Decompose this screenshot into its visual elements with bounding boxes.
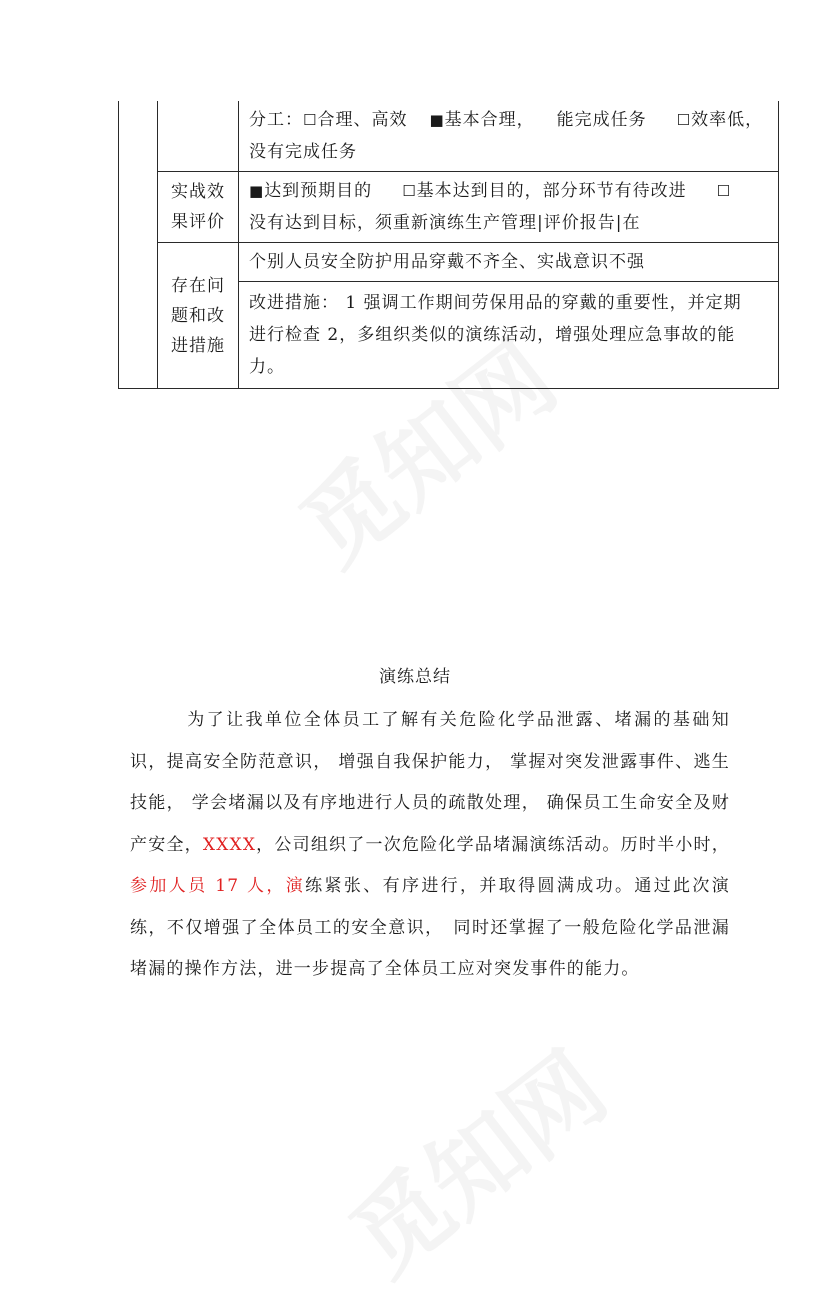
measures-line: 改进措施： 1 强调工作期间劳保用品的穿戴的重要性，并定期 — [249, 293, 742, 313]
checkbox-unchecked-icon: ☐ — [676, 111, 692, 129]
label-line: 进措施 — [171, 335, 225, 356]
division-cell — [239, 101, 779, 172]
checkbox-unchecked-icon: ☐ — [303, 111, 318, 129]
problem-cell: 个别人员安全防护用品穿戴不齐全、实战意识不强 — [239, 243, 779, 282]
label-line: 题和改 — [171, 305, 225, 326]
row-label-problems — [158, 243, 239, 389]
table-row-problem — [119, 243, 779, 282]
division-option-1: 合理、高效 — [317, 110, 408, 130]
effect-line-2: 没有达到目标，须重新演练生产管理|评价报告|在 — [249, 213, 641, 233]
measures-cell — [239, 282, 779, 389]
summary-text-part-3: 练紧张、有序进行，并取得圆满成功。通过此次演练，不仅增强了全体员工的安全意识， 同时还掌握了一般危险化学品泄漏堵漏的操作方法，进一步提高了全体员工应对突发事件的能力。 — [130, 876, 730, 979]
summary-title: 演练总结 — [379, 667, 451, 687]
division-line-1 — [249, 104, 768, 136]
index-column — [119, 101, 158, 389]
division-option-3: 效率低， — [691, 110, 764, 130]
division-line-2: 没有完成任务 — [249, 142, 357, 162]
effect-line-1 — [249, 175, 768, 207]
label-line: 果评价 — [171, 212, 225, 232]
measures-line: 进行检查 2，多组织类似的演练活动，增强处理应急事故的能 — [249, 325, 736, 345]
division-prefix: 分工： — [249, 110, 303, 130]
effect-option-2: 基本达到目的，部分环节有待改进 — [416, 181, 687, 201]
measures-line: 力。 — [249, 357, 285, 377]
checkbox-unchecked-icon: ☐ — [402, 182, 417, 200]
summary-text-part-1: 为了让我单位全体员工了解有关危险化学品泄露、堵漏的基础知识，提高安全防范意识， 增强自我保护能力， 掌握对突发泄露事件、逃生技能， 学会堵漏以及有序地进行人员的疏散处理， 确保员工生命安全及财产安全， — [130, 710, 730, 855]
effect-option-1: 达到预期目的 — [264, 181, 373, 201]
summary-paragraph — [130, 700, 730, 991]
checkbox-checked-icon: ■ — [249, 182, 265, 200]
table-row-division — [119, 101, 779, 172]
summary-date-placeholder: XXXX — [202, 834, 257, 855]
row-label-empty — [158, 101, 239, 172]
division-option-2-tail: 能完成任务 — [556, 110, 647, 130]
division-option-2: 基本合理， — [444, 110, 535, 130]
watermark — [318, 1016, 629, 1301]
table-row-effect — [119, 172, 779, 243]
effect-cell — [239, 172, 779, 243]
checkbox-checked-icon: ■ — [429, 111, 445, 129]
summary-participants: 参加人员 17 人，演 — [130, 876, 306, 896]
evaluation-table — [118, 101, 779, 389]
checkbox-unchecked-icon: ☐ — [716, 182, 732, 200]
label-line: 实战效 — [171, 182, 225, 202]
label-line: 存在问 — [171, 275, 225, 296]
summary-text-part-2: ，公司组织了一次危险化学品堵漏演练活动。历时半小时， — [256, 834, 730, 855]
row-label-effect — [158, 172, 239, 243]
